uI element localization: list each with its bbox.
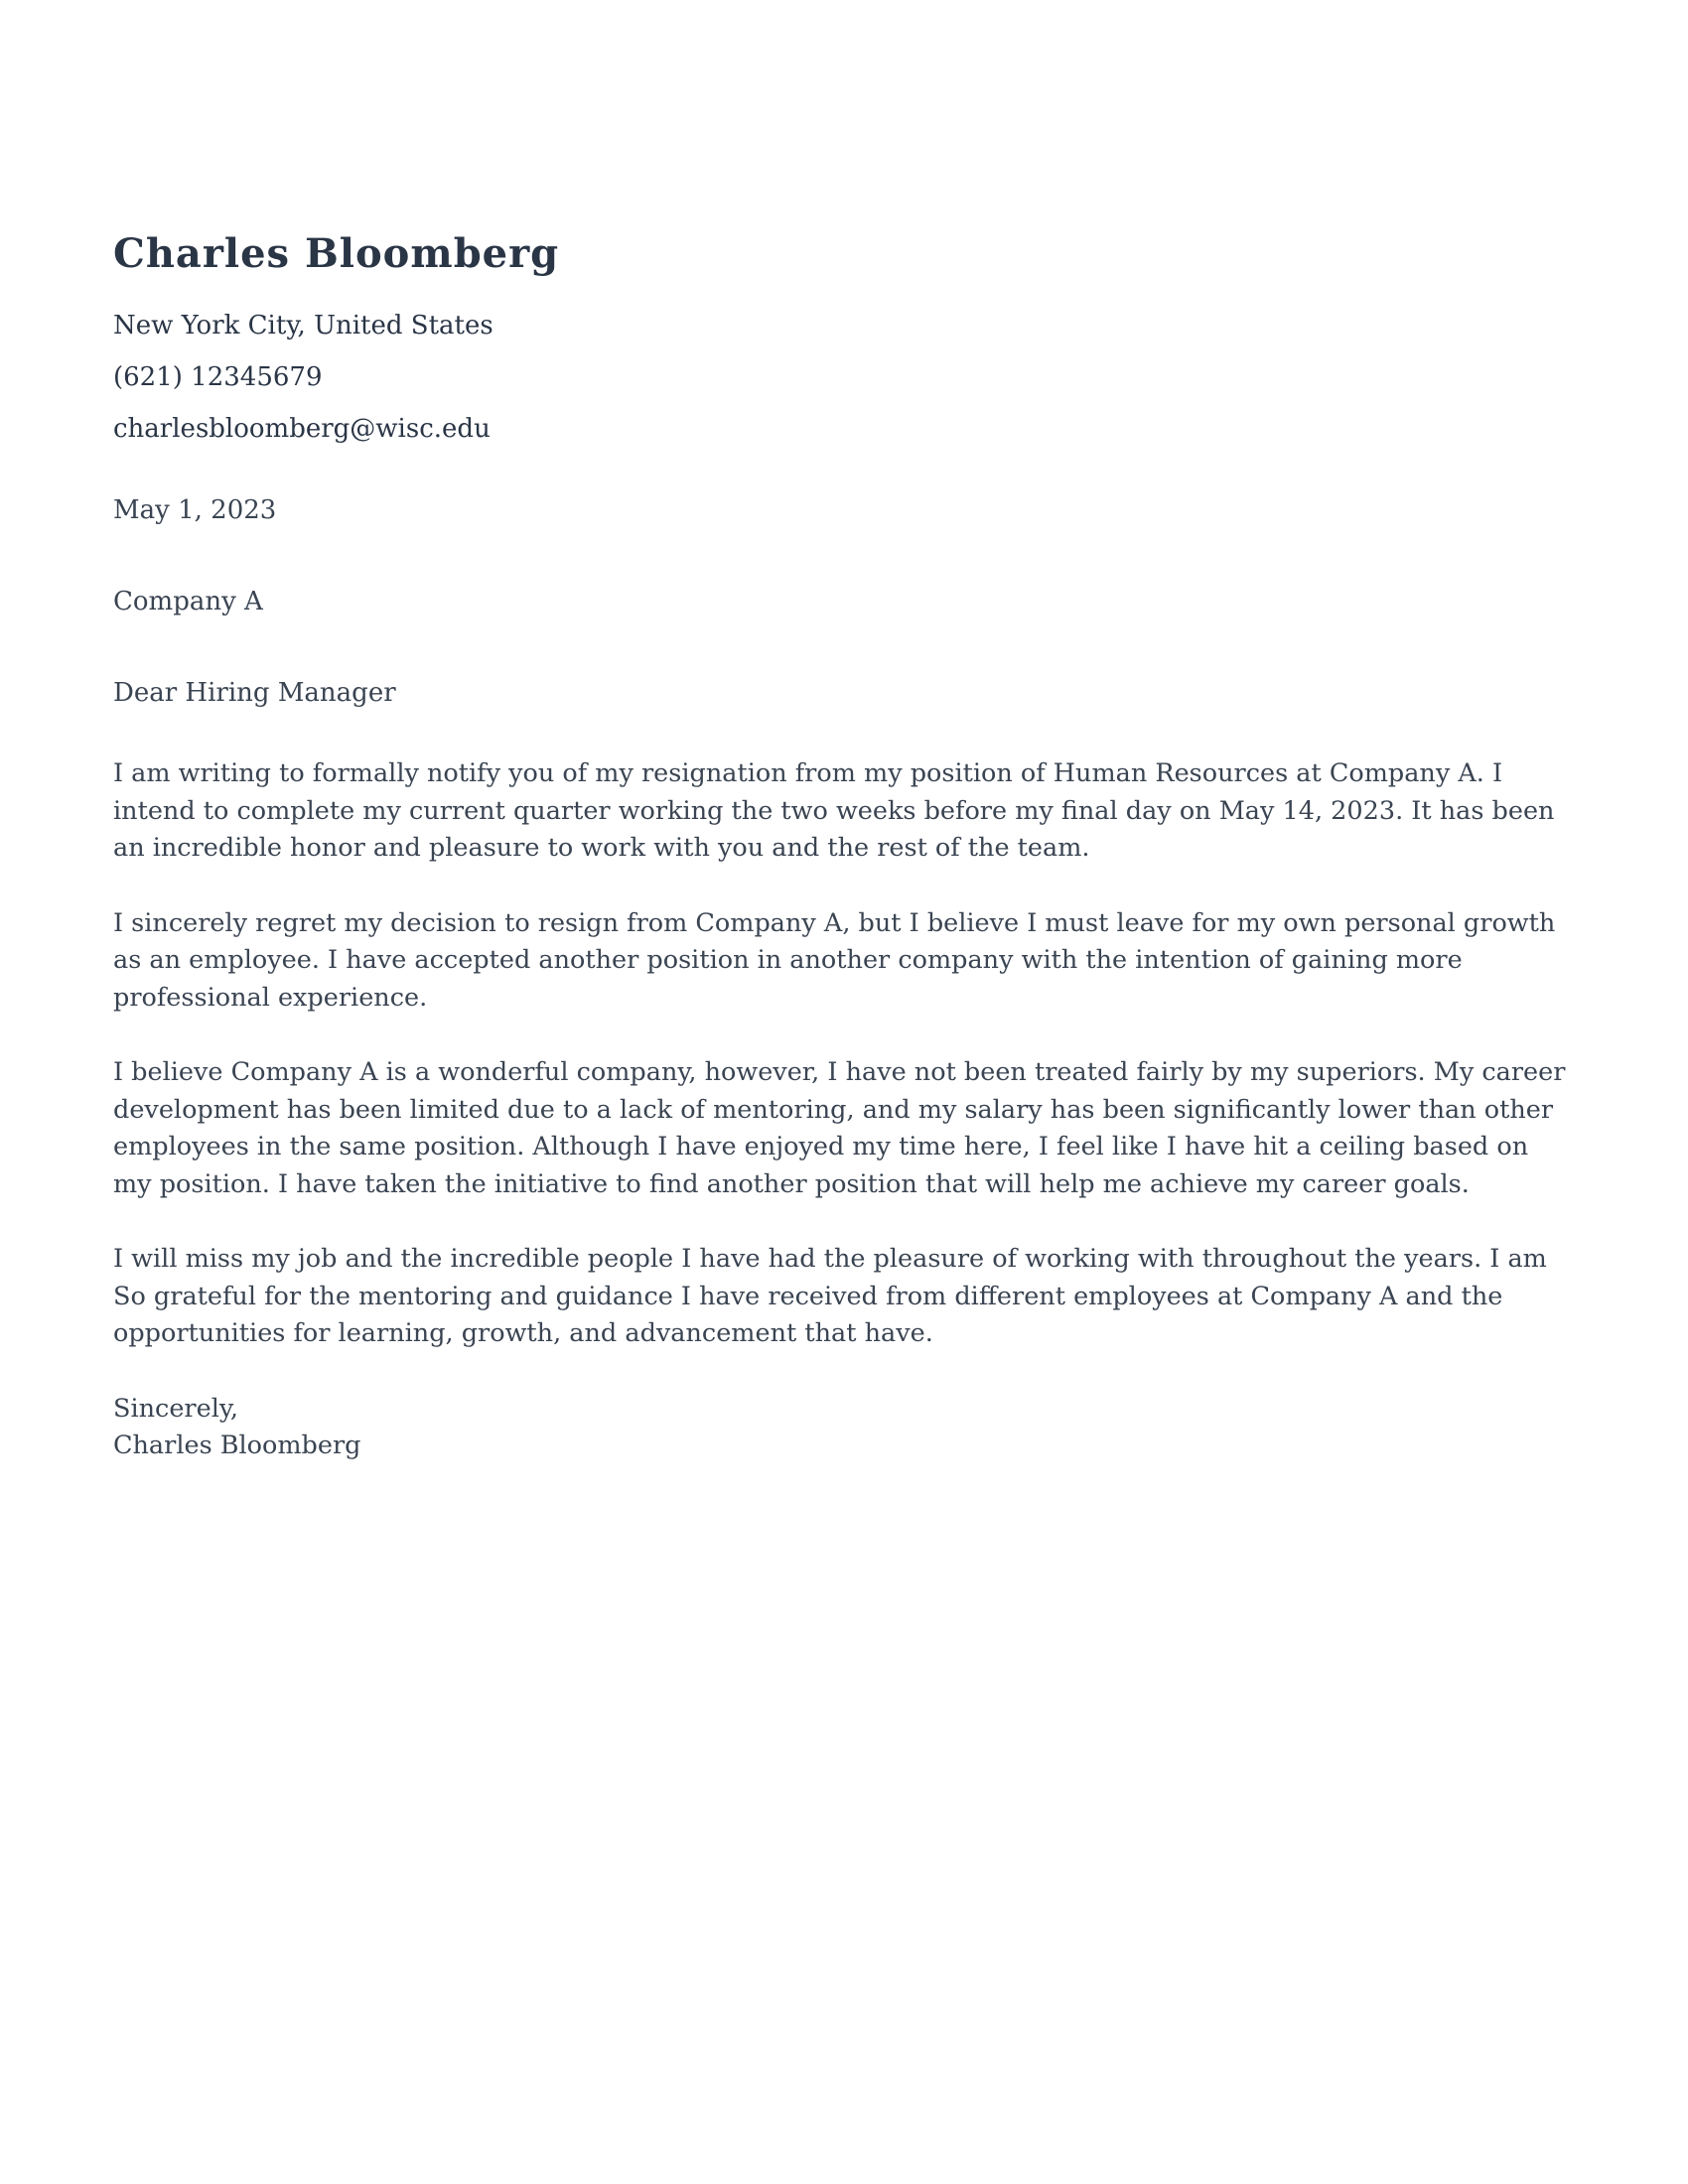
valediction: Sincerely, (113, 1393, 238, 1424)
salutation: Dear Hiring Manager (113, 678, 396, 708)
sender-name: Charles Bloomberg (113, 230, 560, 277)
sender-email: charlesbloomberg@wisc.edu (113, 414, 491, 444)
closing-block (113, 1391, 1573, 1465)
recipient-company: Company A (113, 587, 263, 616)
body-paragraph: I sincerely regret my decision to resign from Company A, but I believe I must leave for my own personal growth as an employee. I have accepted another position in another company with the intention of gaining more professional experience. (113, 907, 1556, 1013)
body-paragraph: I believe Company A is a wonderful company, however, I have not been treated fairly by my superiors. My career development has been limited due to a lack of mentoring, and my salary has been significantly lower than other employees in the same position. Although I have enjoyed my time here, I feel like I have hit a ceiling based on my position. I have taken the initiative to find another position that will help me achieve my career goals. (113, 1057, 1566, 1199)
body-paragraph: I am writing to formally notify you of my resignation from my position of Human Resources at Company A. I intend to complete my current quarter working the two weeks before my final day on May 14, 2023. It has been an incredible honor and pleasure to work with you and the rest of the team. (113, 758, 1555, 863)
contact-block (113, 300, 1573, 455)
letter-body (113, 755, 1573, 1353)
signature-name: Charles Bloomberg (113, 1431, 361, 1460)
sender-location: New York City, United States (113, 311, 493, 341)
sender-phone: (621) 12345679 (113, 362, 323, 392)
letter-date: May 1, 2023 (113, 495, 277, 525)
resignation-letter (113, 226, 1573, 1465)
body-paragraph: I will miss my job and the incredible people I have had the pleasure of working with throughout the years. I am So grateful for the mentoring and guidance I have received from different employees at Company A and the opportunities for learning, growth, and advancement that have. (113, 1244, 1547, 1348)
